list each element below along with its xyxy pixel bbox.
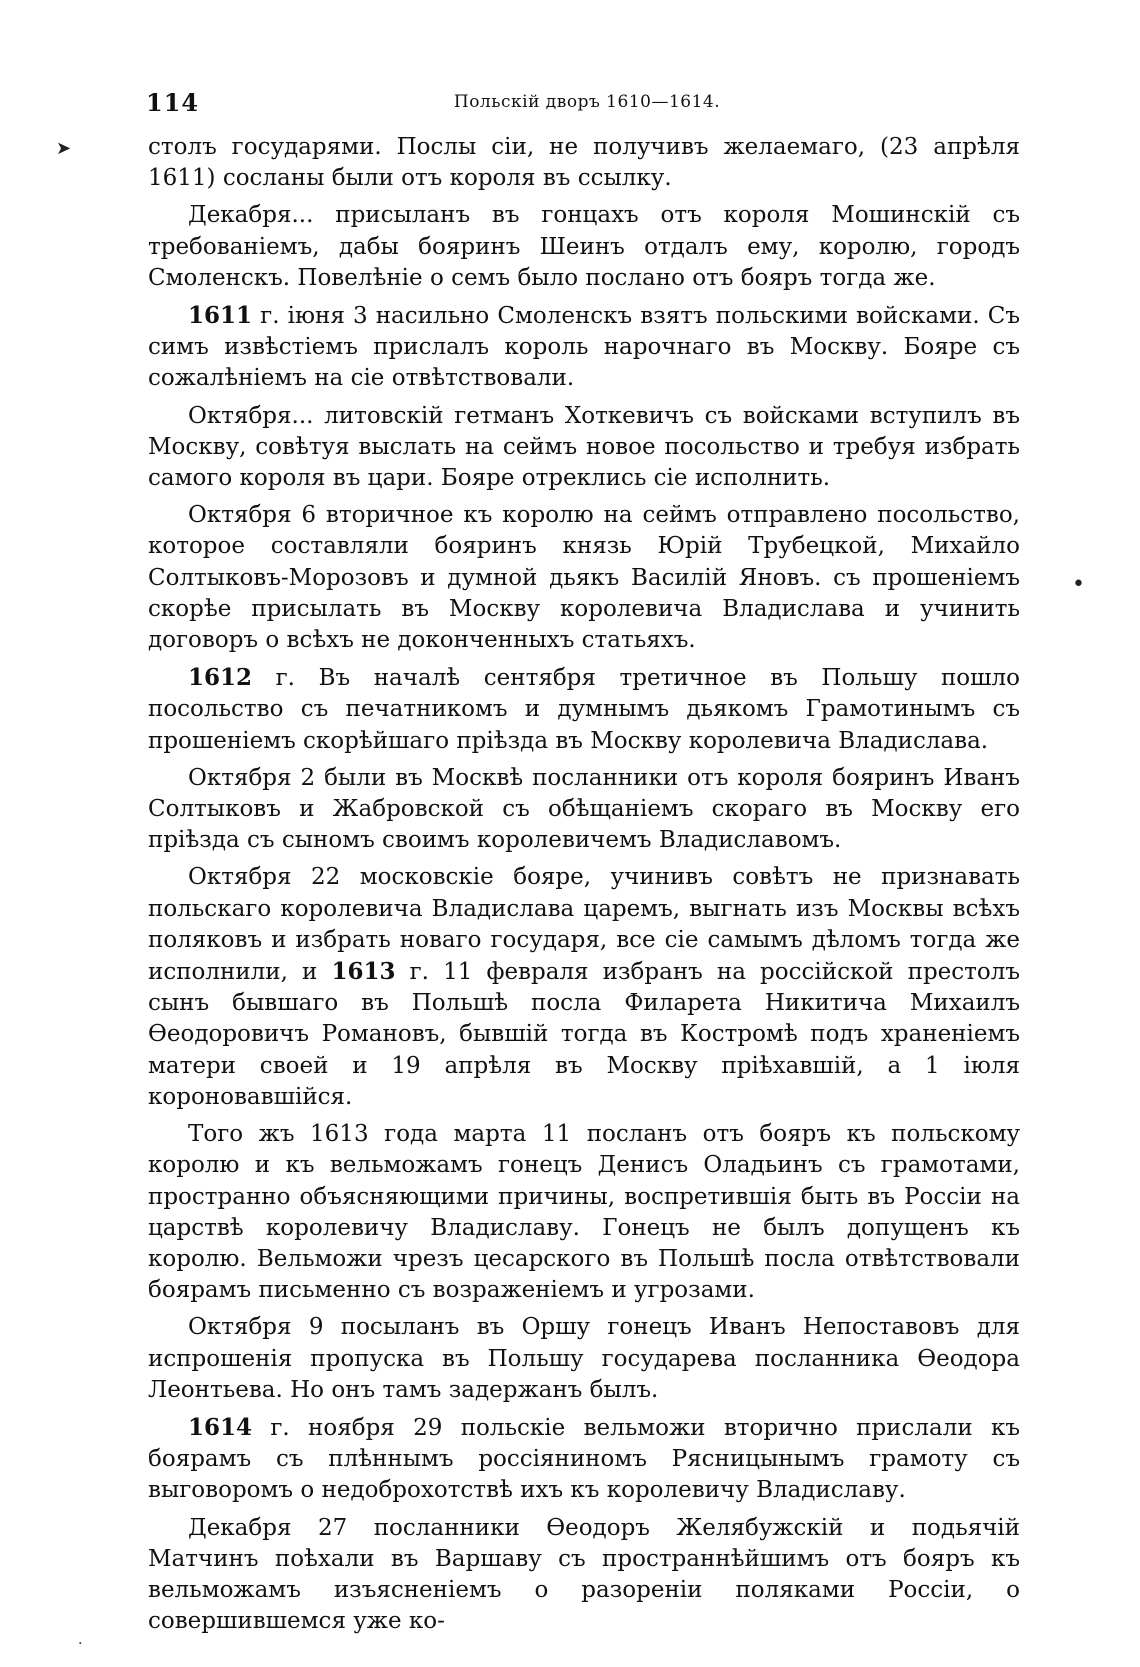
paragraph-text: г. 11 февраля избранъ на россійской престолъ сынъ бывшаго въ Польшѣ посла Филарета Никитича Михаилъ Ѳеодоровичъ Романовъ, бывшій тогда въ Костромѣ подъ храненіемъ матери своей и 19 апрѣля въ Москву пріѣхавшій, а 1 іюля короновавшійся.: [148, 959, 1020, 1110]
year-marker: 1613: [331, 958, 396, 986]
year-marker: 1612: [188, 664, 253, 692]
paragraph-text: столъ государями. Послы сіи, не получивъ желаемаго, (23 апрѣля 1611) сосланы были отъ короля въ ссылку.: [148, 134, 1020, 192]
paragraph-text: Октября 6 вторичное къ королю на сеймъ отправлено посольство, которое составляли бояринъ князь Юрій Трубецкой, Михайло Солтыковъ-Морозовъ и думной дьякъ Василій Яновъ. съ прошеніемъ скорѣе присылать въ Москву королевича Владислава и учинить договоръ о всѣхъ не доконченныхъ статьяхъ.: [148, 502, 1020, 654]
paragraph-text: г. ноября 29 польскіе вельможи вторично прислали къ боярамъ съ плѣннымъ россіяниномъ Рясницынымъ грамоту съ выговоромъ о недоброхотствѣ ихъ къ королевичу Владиславу.: [148, 1414, 1020, 1504]
margin-speck: ·: [78, 1636, 83, 1652]
paragraph-text: Октября 2 были въ Москвѣ посланники отъ короля бояринъ Иванъ Солтыковъ и Жабровской съ обѣщаніемъ скораго въ Москву его пріѣзда съ сыномъ своимъ королевичемъ Владиславомъ.: [148, 764, 1020, 854]
paragraph-text: Декабря 27 посланники Ѳеодоръ Желябужскій и подьячій Матчинъ поѣхали въ Варшаву съ пространнѣйшимъ отъ бояръ къ вельможамъ изъясненіемъ о разореніи поляками Россіи, о совершившемся уже ко-: [148, 1514, 1020, 1635]
margin-dot: •: [1072, 572, 1085, 597]
year-marker: 1611: [188, 302, 253, 330]
paragraph-text: г. Въ началѣ сентября третичное въ Польшу пошло посольство съ печатникомъ и думнымъ дьякомъ Грамотинымъ съ прошеніемъ скорѣйшаго пріѣзда въ Москву королевича Владислава.: [148, 665, 1020, 754]
paragraph: [148, 763, 1020, 857]
paragraph: [148, 132, 1020, 194]
paragraph: [148, 1312, 1020, 1406]
paragraph: [148, 1119, 1020, 1306]
paragraph: [148, 662, 1020, 757]
paragraph: [148, 1513, 1020, 1638]
paragraph-text: Октября... литовскій гетманъ Хоткевичъ съ войсками вступилъ въ Москву, совѣтуя выслать на сеймъ новое посольство и требуя избрать самого короля въ цари. Бояре отреклись сіе исполнить.: [148, 402, 1020, 492]
paragraph-text: г. іюня 3 насильно Смоленскъ взятъ польскими войсками. Съ симъ извѣстіемъ прислалъ король нарочнаго въ Москву. Бояре съ сожалѣніемъ на сіе отвѣтствовали.: [148, 303, 1020, 392]
paragraph-text: Октября 22 московскіе бояре, учинивъ совѣтъ не признавать польскаго королевича Владислава царемъ, выгнать изъ Москвы всѣхъ поляковъ и избрать новаго государя, все сіе самымъ дѣломъ тогда же исполнили, и: [148, 864, 1020, 986]
running-title: Польскій дворъ 1610—1614.: [453, 92, 721, 112]
paragraph: [148, 200, 1020, 294]
paragraph-text: Того жъ 1613 года марта 11 посланъ отъ бояръ къ польскому королю и къ вельможамъ гонецъ Денисъ Оладьинъ съ грамотами, пространно объясняющими причины, воспретившія быть въ Россіи на царствѣ королевичу Владиславу. Гонецъ не былъ допущенъ къ королю. Вельможи чрезъ цесарского въ Польшѣ посла отвѣтствовали боярамъ письменно съ возраженіемъ и угрозами.: [148, 1121, 1020, 1304]
paragraph: [148, 300, 1020, 395]
paragraph-text: Октября 9 посыланъ въ Оршу гонецъ Иванъ Непоставовъ для испрошенія пропуска въ Польшу государева посланника Ѳеодора Леонтьева. Но онъ тамъ задержанъ былъ.: [148, 1314, 1020, 1403]
page-number: 114: [146, 88, 200, 117]
paragraph: [148, 1412, 1020, 1507]
running-head: [146, 88, 1028, 116]
year-marker: 1614: [188, 1413, 253, 1441]
paragraph: [148, 401, 1020, 495]
margin-mark: ➤: [56, 138, 72, 159]
paragraph: [148, 500, 1020, 656]
paragraph-text: Декабря... присыланъ въ гонцахъ отъ короля Мошинскій съ требованіемъ, дабы бояринъ Шеинъ отдалъ ему, королю, городъ Смоленскъ. Повелѣніе о семъ было послано отъ бояръ тогда же.: [148, 202, 1020, 291]
body-text: [148, 132, 1020, 1637]
paragraph: [148, 862, 1020, 1113]
